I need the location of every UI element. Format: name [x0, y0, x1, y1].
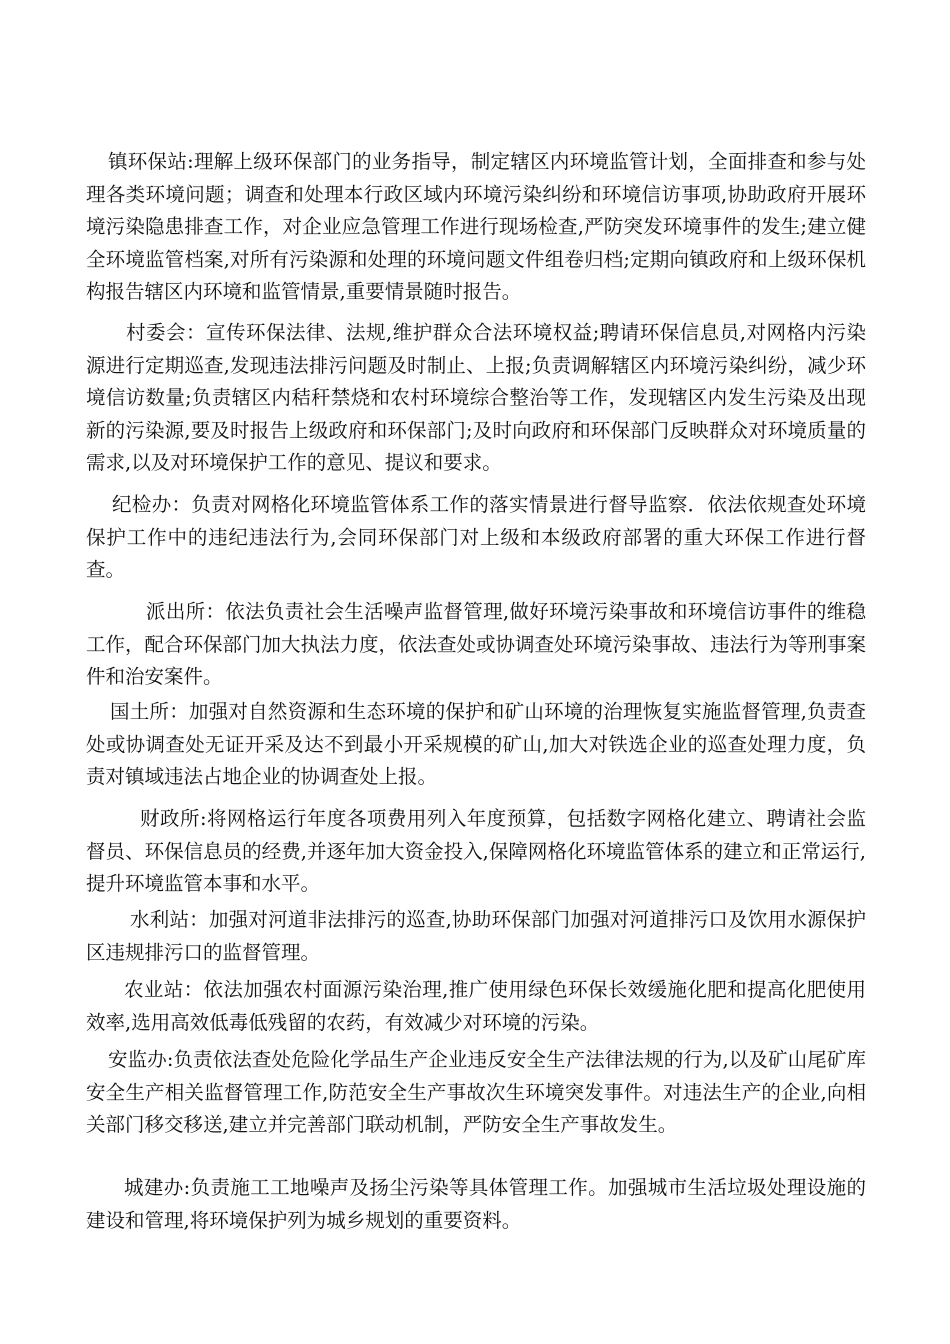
paragraph-guotusuo: 国土所：加强对自然资源和生态环境的保护和矿山环境的治理恢复实施监督管理,负责查处或协调查处无证开采及达不到最小开采规模的矿山,加大对铁选企业的巡查处理力度，负责对镇域违法占地企业的协调查处上报。: [86, 700, 866, 788]
paragraph-chengjianban: 城建办:负责施工工地噪声及扬尘污染等具体管理工作。加强城市生活垃圾处理设施的建设和管理,将环境保护列为城乡规划的重要资料。: [86, 1176, 866, 1232]
paragraph-cunweihui: 村委会：宣传环保法律、法规,维护群众合法环境权益;聘请环保信息员,对网格内污染源进行定期巡查,发现违法排污问题及时制止、上报;负责调解辖区内环境污染纠纷，减少环境信访数量;负责辖区内秸秆禁烧和农村环境综合整治等工作，发现辖区内发生污染及出现新的污染源,要及时报告上级政府和环保部门;及时向政府和环保部门反映群众对环境质量的需求,以及对环境保护工作的意见、提议和要求。: [86, 321, 866, 474]
paragraph-anjianban: 安监办:负责依法查处危险化学品生产企业违反安全生产法律法规的行为,以及矿山尾矿库安全生产相关监督管理工作,防范安全生产事故次生环境突发事件。对违法生产的企业,向相关部门移交移送,建立并完善部门联动机制，严防安全生产事故发生。: [86, 1048, 866, 1136]
paragraph-zhen-huanbao-zhan: 镇环保站:理解上级环保部门的业务指导，制定辖区内环境监管计划，全面排查和参与处理各类环境问题；调查和处理本行政区域内环境污染纠纷和环境信访事项,协助政府开展环境污染隐患排查工作，对企业应急管理工作进行现场检查,严防突发环境事件的发生;建立健全环境监管档案,对所有污染源和处理的环境问题文件组卷归档;定期向镇政府和上级环保机构报告辖区内环境和监管情景,重要情景随时报告。: [86, 150, 866, 303]
paragraph-shuilizhan: 水利站：加强对河道非法排污的巡查,协助环保部门加强对河道排污口及饮用水源保护区违规排污口的监督管理。: [86, 908, 866, 964]
paragraph-paichusuo: 派出所：依法负责社会生活噪声监督管理,做好环境污染事故和环境信访事件的维稳工作，配合环保部门加大执法力度，依法查处或协调查处环境污染事故、违法行为等刑事案件和治安案件。: [86, 600, 867, 688]
paragraph-nongyezhan: 农业站：依法加强农村面源污染治理,推广使用绿色环保长效缓施化肥和提高化肥使用效率,选用高效低毒低残留的农药，有效减少对环境的污染。: [86, 978, 866, 1034]
paragraph-caizhengsuo: 财政所:将网格运行年度各项费用列入年度预算，包括数字网格化建立、聘请社会监督员、环保信息员的经费,并逐年加大资金投入,保障网格化环境监管体系的建立和正常运行,提升环境监管本事和水平。: [86, 807, 866, 895]
paragraph-jijianban: 纪检办：负责对网格化环境监管体系工作的落实情景进行督导监察．依法依规查处环境保护工作中的违纪违法行为,会同环保部门对上级和本级政府部署的重大环保工作进行督查。: [86, 493, 866, 581]
